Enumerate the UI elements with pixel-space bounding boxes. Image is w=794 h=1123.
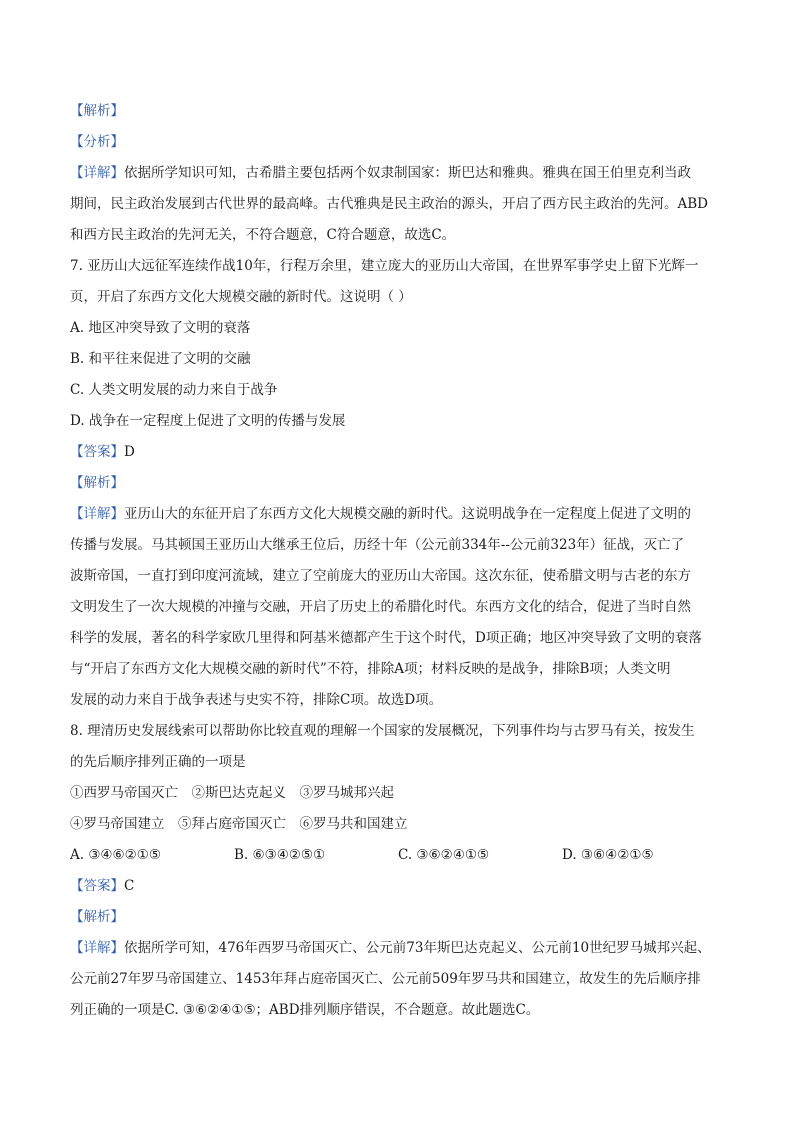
q6-analysis-heading: 【解析】 [70, 103, 124, 119]
q6-detail-tag: 【详解】 [70, 165, 124, 181]
q8-option-d: D. ③⑥④②①⑤ [562, 847, 654, 863]
q7-option-c: C. 人类文明发展的动力来自于战争 [70, 382, 278, 398]
q8-answer-value: C [124, 878, 135, 894]
q8-answer-line [70, 871, 730, 902]
q7-detail-line-2: 传播与发展。马其顿国王亚历山大继承王位后，历经十年（公元前334年--公元前323年）征战，灭亡了 [70, 537, 685, 553]
q7-stem-line-1: 7. 亚历山大远征军连续作战10年，行程万余里，建立庞大的亚历山大帝国，在世界军事学史上留下光辉一 [70, 258, 699, 274]
q7-stem-line-2: 页，开启了东西方文化大规模交融的新时代。这说明（ ） [70, 289, 412, 305]
q7-detail-line-3: 波斯帝国，一直打到印度河流域，建立了空前庞大的亚历山大帝国。这次东征，使希腊文明与古老的东方 [70, 568, 691, 584]
q8-events-line-1: ①西罗马帝国灭亡 ②斯巴达克起义 ③罗马城邦兴起 [70, 785, 394, 801]
q7-detail-line-7: 发展的动力来自于战争表述与史实不符，排除C项。故选D项。 [70, 692, 443, 708]
q8-stem-line-2: 的先后顺序排列正确的一项是 [70, 754, 246, 770]
q7-option-b: B. 和平往来促进了文明的交融 [70, 351, 251, 367]
q8-option-b: B. ⑥③④②⑤① [234, 847, 326, 863]
q7-option-a: A. 地区冲突导致了文明的衰落 [70, 320, 251, 336]
q6-detail-line-3: 和西方民主政治的先河无关，不符合题意，C符合题意，故选C。 [70, 227, 456, 243]
q8-option-a: A. ③④⑥②①⑤ [70, 847, 161, 863]
q8-detail-line-2: 公元前27年罗马帝国建立、1453年拜占庭帝国灭亡、公元前509年罗马共和国建立，故发生的先后顺序排 [70, 971, 701, 987]
q6-fenxi-heading: 【分析】 [70, 134, 124, 150]
q8-events-line-2: ④罗马帝国建立 ⑤拜占庭帝国灭亡 ⑥罗马共和国建立 [70, 816, 408, 832]
q6-detail-text-1: 依据所学知识可知，古希腊主要包括两个奴隶制国家：斯巴达和雅典。雅典在国王伯里克利当政 [124, 165, 691, 181]
q6-detail-line-2: 期间，民主政治发展到古代世界的最高峰。古代雅典是民主政治的源头，开启了西方民主政治的先河。ABD [70, 196, 708, 212]
q7-answer-value: D [124, 444, 135, 460]
q8-option-c: C. ③⑥②④①⑤ [398, 847, 490, 863]
q7-detail-tag: 【详解】 [70, 506, 124, 522]
q7-detail-line-1 [70, 499, 730, 530]
q8-answer-tag: 【答案】 [70, 878, 124, 894]
q8-analysis-heading: 【解析】 [70, 909, 124, 925]
q8-options-row [70, 840, 730, 871]
q8-detail-line-3: 列正确的一项是C. ③⑥②④①⑤；ABD排列顺序错误，不合题意。故此题选C。 [70, 1002, 540, 1018]
q7-detail-line-6: 与“开启了东西方文化大规模交融的新时代”不符，排除A项；材料反映的是战争，排除B项；人类文明 [70, 661, 671, 677]
q7-answer-tag: 【答案】 [70, 444, 124, 460]
q7-option-d: D. 战争在一定程度上促进了文明的传播与发展 [70, 413, 346, 429]
q7-analysis-heading: 【解析】 [70, 475, 124, 491]
document-content [70, 96, 730, 1026]
q7-answer-line [70, 437, 730, 468]
q7-detail-text-1: 亚历山大的东征开启了东西方文化大规模交融的新时代。这说明战争在一定程度上促进了文明的 [124, 506, 691, 522]
q8-detail-tag: 【详解】 [70, 940, 124, 956]
q6-detail-line-1 [70, 158, 730, 189]
q7-detail-line-5: 科学的发展，著名的科学家欧几里得和阿基米德都产生于这个时代，D项正确；地区冲突导致了文明的衰落 [70, 630, 702, 646]
q8-stem-line-1: 8. 理清历史发展线索可以帮助你比较直观的理解一个国家的发展概况，下列事件均与古罗马有关，按发生 [70, 723, 695, 739]
q7-detail-line-4: 文明发生了一次大规模的冲撞与交融，开启了历史上的希腊化时代。东西方文化的结合，促进了当时自然 [70, 599, 691, 615]
q8-detail-line-1 [70, 933, 730, 964]
q8-detail-text-1: 依据所学可知，476年西罗马帝国灭亡、公元前73年斯巴达克起义、公元前10世纪罗马城邦兴起、 [124, 940, 711, 956]
